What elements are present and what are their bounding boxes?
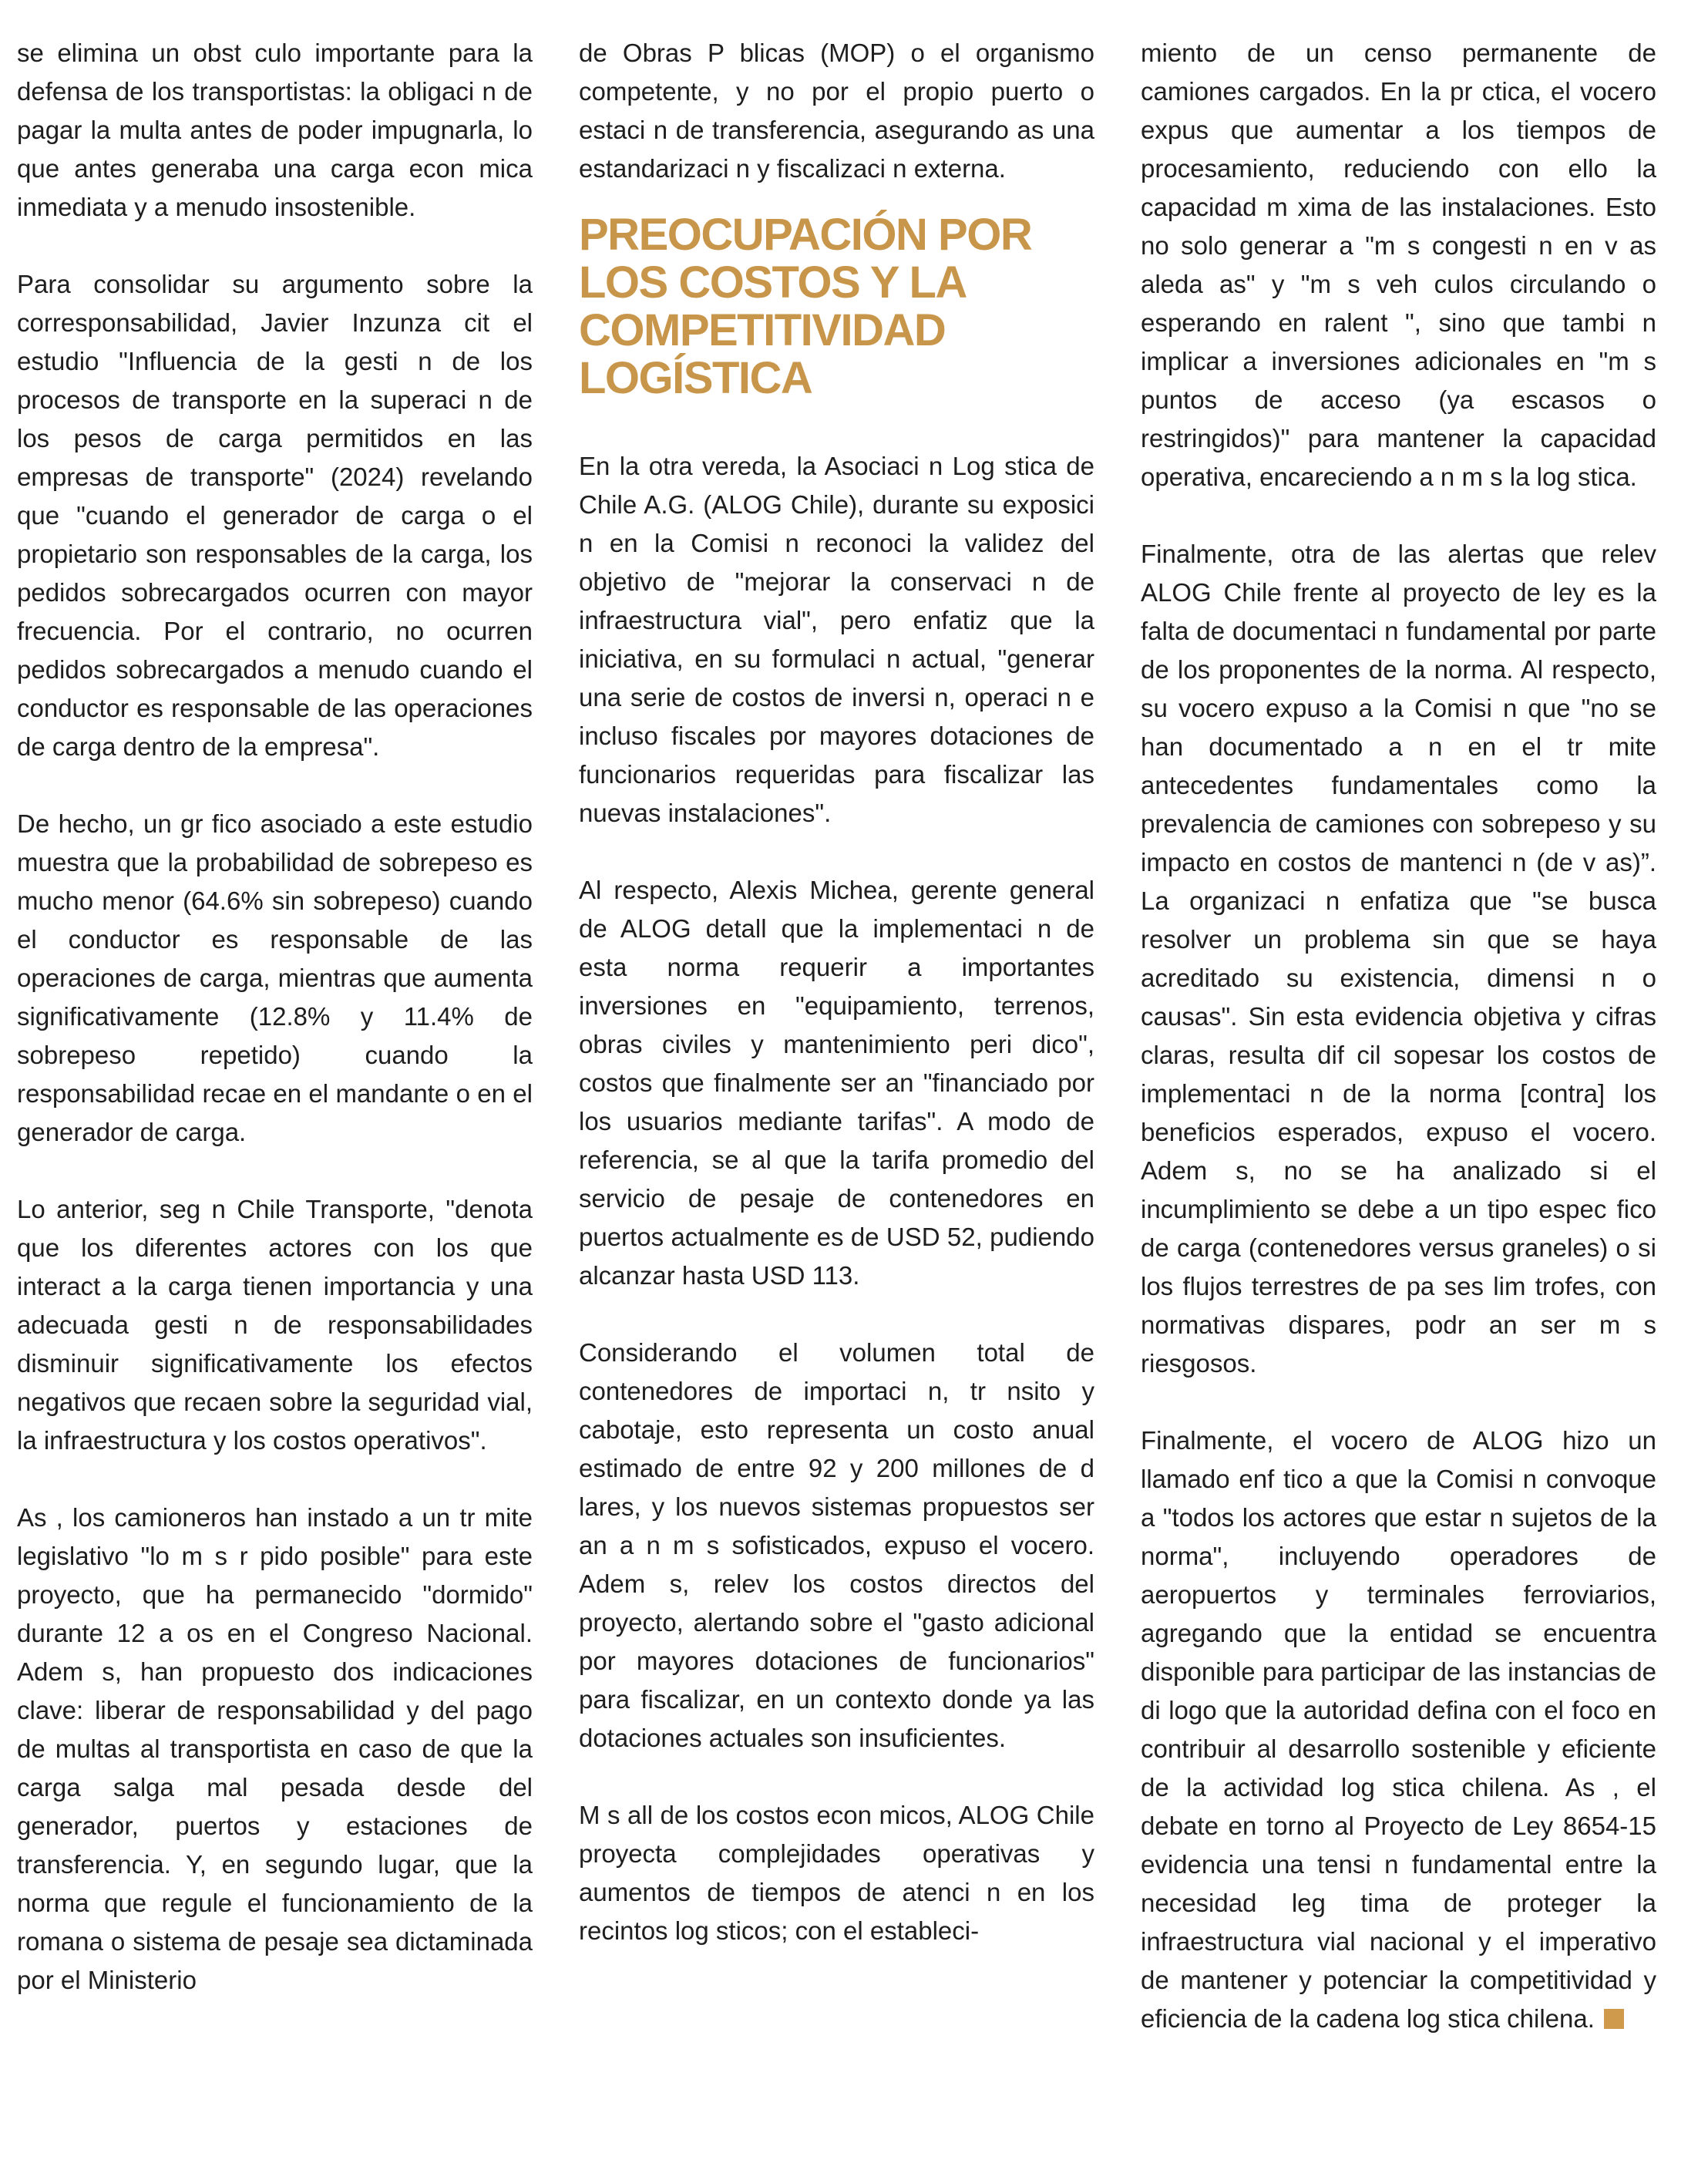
paragraph: En la otra vereda, la Asociaci n Log stica de Chile A.G. (ALOG Chile), durante su exposici n en la Comisi n reconoci la validez del objetivo de "mejorar la conservaci n de infraestructura vial", pero enfatiz que la iniciativa, en su formulaci n actual, "generar una serie de costos de inversi n, operaci n e incluso fiscales por mayores dotaciones de funcionarios requeridas para fiscalizar las nuevas instalaciones".	[579, 452, 1094, 827]
paragraph: As , los camioneros han instado a un tr mite legislativo "lo m s r pido posible" para este proyecto, que ha permanecido "dormido" durante 12 a os en el Congreso Nacional. Adem s, han propuesto dos indicaciones clave: liberar de responsabilidad y del pago de multas al transportista en caso de que la carga salga mal pesada desde del generador, puertos y estaciones de transferencia. Y, en segundo lugar, que la norma que regule el funcionamiento de la romana o sistema de pesaje sea dictaminada por el Ministerio	[17, 1503, 533, 1994]
article-column-2	[579, 34, 1094, 1950]
section-heading: PREOCUPACIÓN POR LOS COSTOS Y LA COMPETITIVIDAD LOGÍSTICA	[579, 210, 1032, 403]
paragraph: se elimina un obst culo importante para la defensa de los transportistas: la obligaci n de pagar la multa antes de poder impugnarla, lo que antes generaba una carga econ mica inmediata y a menudo insostenible.	[17, 39, 533, 221]
paragraph: Al respecto, Alexis Michea, gerente general de ALOG detall que la implementaci n de esta norma requerir a importantes inversiones en "equipamiento, terrenos, obras civiles y mantenimiento peri dico", costos que finalmente ser an "financiado por los usuarios mediante tarifas". A modo de referencia, se al que la tarifa promedio del servicio de pesaje de contenedores en puertos actualmente es de USD 52, pudiendo alcanzar hasta USD 113.	[579, 876, 1094, 1290]
paragraph: De hecho, un gr fico asociado a este estudio muestra que la probabilidad de sobrepeso es mucho menor (64.6% sin sobrepeso) cuando el conductor es responsable de las operaciones de carga, mientras que aumenta significativamente (12.8% y 11.4% de sobrepeso repetido) cuando la responsabilidad recae en el mandante o en el generador de carga.	[17, 809, 533, 1146]
paragraph: Lo anterior, seg n Chile Transporte, "denota que los diferentes actores con los que interact a la carga tienen importancia y una adecuada gesti n de responsabilidades disminuir significativamente los efectos negativos que recaen sobre la seguridad vial, la infraestructura y los costos operativos".	[17, 1195, 533, 1455]
paragraph: miento de un censo permanente de camiones cargados. En la pr ctica, el vocero expus que aumentar a los tiempos de procesamiento, reduciendo con ello la capacidad m xima de las instalaciones. Esto no solo generar a "m s congesti n en v as aleda as" y "m s veh culos circulando o esperando en ralent ", sino que tambi n implicar a inversiones adicionales en "m s puntos de acceso (ya escasos o restringidos)" para mantener la capacidad operativa, encareciendo a n m s la log stica.	[1141, 39, 1656, 491]
paragraph-text: Finalmente, el vocero de ALOG hizo un llamado enf tico a que la Comisi n convoque a "todos los actores que estar n sujetos de la norma", incluyendo operadores de aeropuertos y terminales ferroviarios, agregando que la entidad se encuentra disponible para participar de las instancias de di logo que la autoridad defina con el foco en contribuir al desarrollo sostenible y eficiente de la actividad log stica chilena. As , el debate en torno al Proyecto de Ley 8654-15 evidencia una tensi n fundamental entre la necesidad leg tima de proteger la infraestructura vial nacional y el imperativo de mantener y potenciar la competitividad y eficiencia de la cadena log stica chilena.	[1141, 1426, 1656, 2033]
article-column-3	[1141, 34, 1656, 2038]
paragraph: Considerando el volumen total de contenedores de importaci n, tr nsito y cabotaje, esto representa un costo anual estimado de entre 92 y 200 millones de d lares, y los nuevos sistemas propuestos ser an a n m s sofisticados, expuso el vocero. Adem s, relev los costos directos del proyecto, alertando sobre el "gasto adicional por mayores dotaciones de funcionarios" para fiscalizar, en un contexto donde ya las dotaciones actuales son insuficientes.	[579, 1338, 1094, 1752]
paragraph: Para consolidar su argumento sobre la corresponsabilidad, Javier Inzunza cit el estudio "Influencia de la gesti n de los procesos de transporte en la superaci n de los pesos de carga permitidos en las empresas de transporte" (2024) revelando que "cuando el generador de carga o el propietario son responsables de la carga, los pedidos sobrecargados ocurren con mayor frecuencia. Por el contrario, no ocurren pedidos sobrecargados a menudo cuando el conductor es responsable de las operaciones de carga dentro de la empresa".	[17, 270, 533, 761]
article-column-1	[17, 34, 533, 2000]
square-end-mark-icon	[1604, 2009, 1624, 2029]
final-paragraph	[1141, 1421, 1656, 2038]
paragraph: M s all de los costos econ micos, ALOG Chile proyecta complejidades operativas y aumentos de tiempos de atenci n en los recintos log sticos; con el estableci-	[579, 1801, 1094, 1945]
paragraph: de Obras P blicas (MOP) o el organismo competente, y no por el propio puerto o estaci n de transferencia, asegurando as una estandarizaci n y fiscalizaci n externa.	[579, 39, 1094, 183]
paragraph: Finalmente, otra de las alertas que relev ALOG Chile frente al proyecto de ley es la falta de documentaci n fundamental por parte de los proponentes de la norma. Al respecto, su vocero expuso a la Comisi n que "no se han documentado a n en el tr mite antecedentes fundamentales como la prevalencia de camiones con sobrepeso y su impacto en costos de mantenci n (de v as)”. La organizaci n enfatiza que "se busca resolver un problema sin que se haya acreditado su existencia, dimensi n o causas". Sin esta evidencia objetiva y cifras claras, resulta dif cil sopesar los costos de implementaci n de la norma [contra] los beneficios esperados, expuso el vocero. Adem s, no se ha analizado si el incumplimiento se debe a un tipo espec fico de carga (contenedores versus graneles) o si los flujos terrestres de pa ses lim trofes, con normativas dispares, podr an ser m s riesgosos.	[1141, 540, 1656, 1378]
